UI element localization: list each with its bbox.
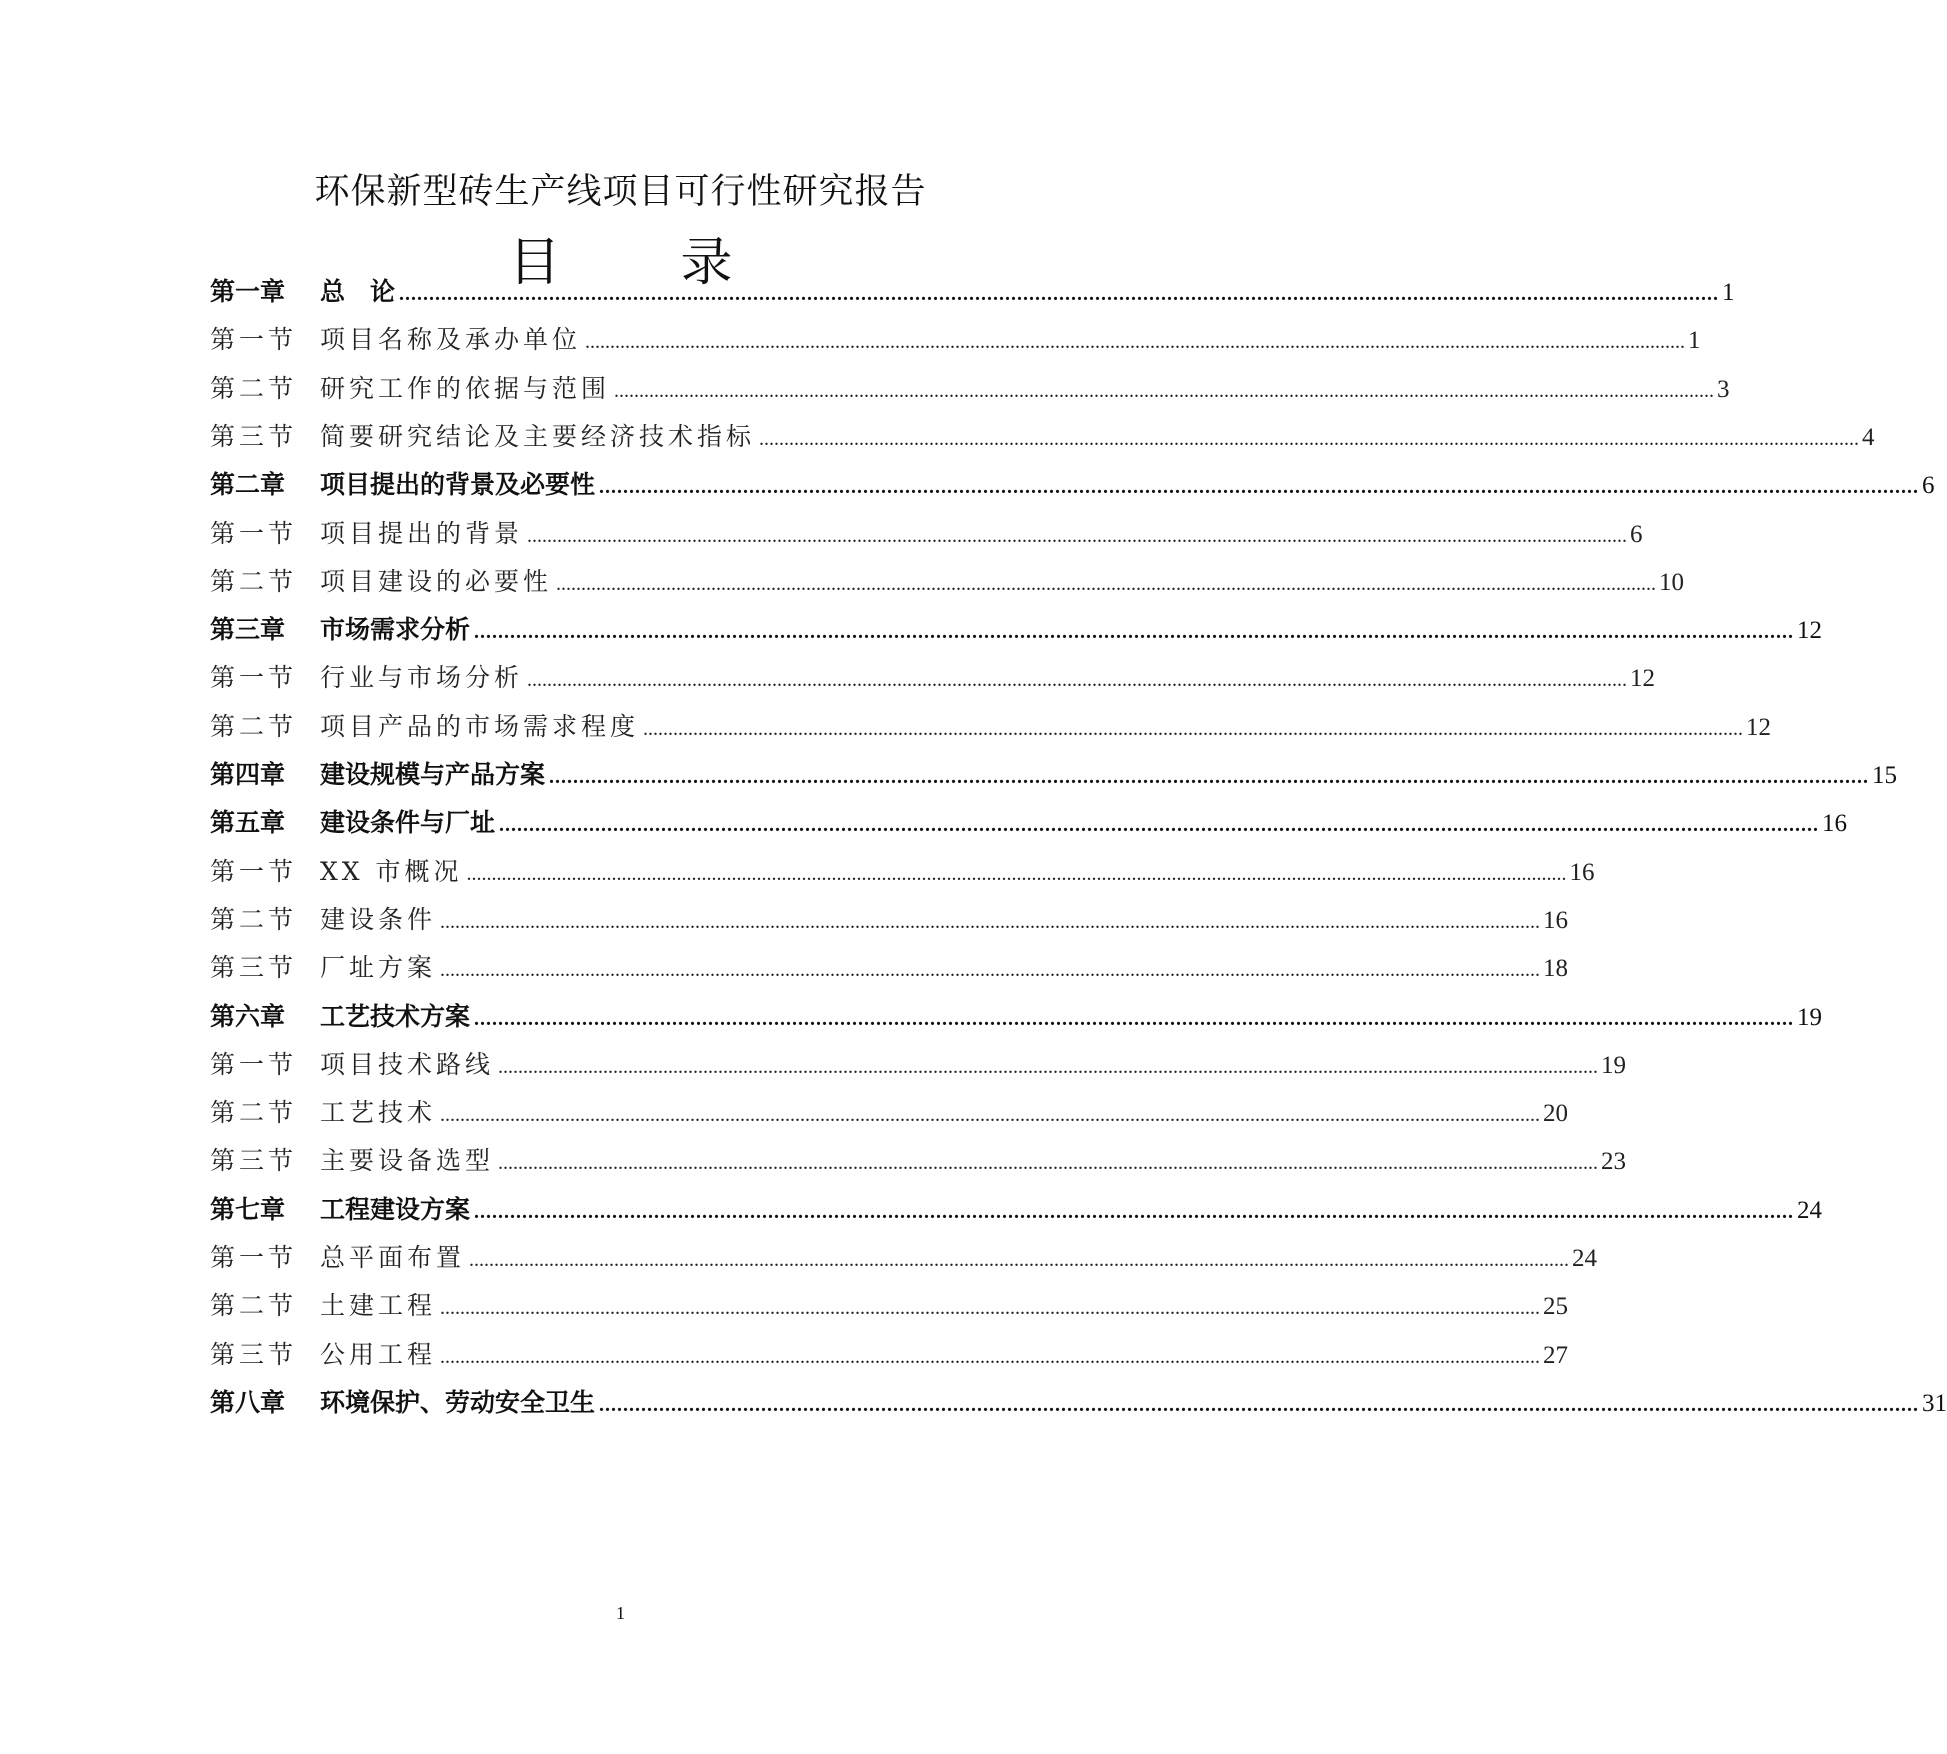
toc-entry-number: 第一节 [210,1243,298,1272]
toc-entry-page: 16 [1822,810,1848,838]
toc-entry-number: 第一节 [210,663,298,693]
toc-entry-page: 24 [1572,1245,1598,1272]
toc-chapter-entry[interactable] [210,465,1935,505]
toc-entry-label: 工艺技术 [320,1098,437,1128]
toc-entry-label: 主要设备选型 [320,1146,495,1176]
toc-entry-page: 1 [1722,279,1735,306]
toc-entry-number: 第二章 [210,470,286,500]
toc-dot-leader: ............................................................................................................................................................................................................................ [643,717,1744,740]
toc-entry-label: 市场需求分析 [320,615,471,645]
toc-dot-leader: ............................................................................................................................................................................................................................ [474,621,1795,644]
toc-entry-number: 第二节 [210,711,298,741]
toc-dot-leader: ............................................................................................................................................................................................................................ [599,1393,1920,1416]
toc-dot-leader: ............................................................................................................................................................................................................................ [440,959,1541,982]
toc-chapter-entry[interactable] [210,997,1823,1037]
toc-dot-leader: ............................................................................................................................................................................................................................ [440,1345,1541,1368]
toc-entry-number: 第一节 [210,518,298,548]
toc-entry-page: 6 [1922,472,1935,500]
toc-entry-page: 18 [1543,955,1569,983]
toc-entry-page: 24 [1797,1196,1823,1224]
toc-entry-page: 23 [1601,1148,1627,1176]
toc-entry-label: 总 论 [320,277,396,306]
toc-entry-page: 3 [1717,375,1730,403]
toc-section-entry[interactable] [210,900,1569,940]
toc-dot-leader: ............................................................................................................................................................................................................................ [440,910,1541,933]
toc-entry-label: 厂址方案 [320,953,437,983]
toc-entry-label: 项目产品的市场需求程度 [320,711,640,741]
toc-entry-label: 工艺技术方案 [320,1001,471,1031]
toc-dot-leader: ............................................................................................................................................................................................................................ [585,331,1686,354]
toc-entry-page: 12 [1630,665,1656,693]
toc-entry-page: 20 [1543,1100,1569,1128]
toc-entry-number: 第八章 [210,1387,286,1417]
toc-section-entry[interactable] [210,658,1656,698]
toc-chapter-entry[interactable] [210,755,1898,795]
toc-entry-number: 第一节 [210,1049,298,1079]
toc-section-entry[interactable] [210,948,1569,988]
toc-entry-number: 第二节 [210,1291,298,1321]
toc-entry-number: 第二节 [210,1098,298,1128]
toc-entry-number: 第七章 [210,1194,286,1224]
toc-entry-page: 10 [1659,568,1685,596]
toc-chapter-entry[interactable] [210,1190,1823,1230]
toc-dot-leader: ............................................................................................................................................................................................................................ [466,862,1567,885]
toc-entry-number: 第三节 [210,421,298,451]
toc-entry-label: 工程建设方案 [320,1194,471,1224]
toc-entry-page: 31 [1922,1389,1947,1417]
toc-entry-number: 第三节 [210,1146,298,1176]
toc-chapter-entry[interactable] [210,610,1823,650]
toc-entry-page: 12 [1746,713,1772,741]
toc-entry-number: 第一章 [210,277,286,306]
toc-dot-leader: ............................................................................................................................................................................................................................ [499,814,1820,837]
toc-dot-leader: ............................................................................................................................................................................................................................ [399,283,1720,305]
toc-dot-leader: ............................................................................................................................................................................................................................ [759,427,1860,450]
toc-section-entry[interactable] [210,514,1643,554]
toc-section-entry[interactable] [210,1238,1598,1278]
document-title: 环保新型砖生产线项目可行性研究报告 [314,172,927,212]
toc-section-entry[interactable] [210,1093,1569,1133]
toc-entry-label: 环境保护、劳动安全卫生 [320,1387,596,1417]
toc-section-entry[interactable] [210,1286,1569,1326]
toc-entry-label: 行业与市场分析 [320,663,524,693]
toc-section-entry[interactable] [210,707,1772,747]
toc-entry-label: 简要研究结论及主要经济技术指标 [320,421,756,451]
toc-dot-leader: ............................................................................................................................................................................................................................ [474,1007,1795,1030]
toc-heading: 目录 [508,233,853,293]
toc-entry-page: 25 [1543,1293,1569,1321]
toc-entry-label: 项目提出的背景 [320,518,524,548]
toc-entry-page: 6 [1630,520,1643,548]
toc-entry-label: 项目技术路线 [320,1049,495,1079]
toc-entry-number: 第五章 [210,808,286,838]
toc-entry-label: 建设规模与产品方案 [320,760,546,789]
toc-entry-page: 16 [1543,906,1569,934]
toc-entry-number: 第二节 [210,373,298,403]
toc-entry-label: 研究工作的依据与范围 [320,373,611,403]
toc-dot-leader: ............................................................................................................................................................................................................................ [556,572,1657,595]
toc-dot-leader: ............................................................................................................................................................................................................................ [549,766,1870,788]
toc-entry-number: 第一节 [210,856,298,886]
toc-section-entry[interactable] [210,417,1875,457]
toc-entry-page: 4 [1862,423,1875,451]
toc-section-entry[interactable] [210,1335,1569,1375]
toc-dot-leader: ............................................................................................................................................................................................................................ [440,1297,1541,1320]
toc-dot-leader: ............................................................................................................................................................................................................................ [614,379,1715,402]
toc-entry-label: 土建工程 [320,1291,437,1321]
toc-entry-page: 27 [1543,1341,1569,1369]
toc-chapter-entry[interactable] [210,803,1848,843]
toc-entry-label: XX 市概况 [320,856,463,886]
page-number: 1 [616,1603,625,1623]
toc-entry-label: 项目建设的必要性 [320,566,553,596]
toc-entry-number: 第六章 [210,1001,286,1031]
toc-entry-label: 项目名称及承办单位 [320,325,582,355]
toc-dot-leader: ............................................................................................................................................................................................................................ [469,1249,1570,1271]
toc-entry-label: 建设条件 [320,904,437,934]
toc-entry-number: 第四章 [210,760,286,789]
toc-section-entry[interactable] [210,369,1730,409]
toc-dot-leader: ............................................................................................................................................................................................................................ [474,1200,1795,1223]
toc-entry-label: 建设条件与厂址 [320,808,496,838]
toc-entry-number: 第二节 [210,566,298,596]
toc-entry-label: 总平面布置 [320,1243,466,1272]
toc-entry-page: 1 [1688,327,1701,355]
toc-entry-page: 16 [1569,858,1595,886]
toc-dot-leader: ............................................................................................................................................................................................................................ [440,1104,1541,1127]
toc-entry-label: 公用工程 [320,1339,437,1369]
toc-chapter-entry[interactable] [210,272,1735,312]
toc-entry-page: 15 [1872,762,1898,789]
toc-section-entry[interactable] [210,562,1685,602]
toc-entry-page: 12 [1797,617,1823,645]
toc-entry-number: 第一节 [210,325,298,355]
toc-entry-page: 19 [1797,1003,1823,1031]
toc-entry-number: 第三节 [210,953,298,983]
toc-dot-leader: ............................................................................................................................................................................................................................ [498,1055,1599,1078]
toc-section-entry[interactable] [210,1141,1627,1181]
toc-chapter-entry[interactable] [210,1383,1947,1423]
toc-entry-page: 19 [1601,1051,1627,1079]
toc-entry-number: 第三章 [210,615,286,645]
toc-dot-leader: ............................................................................................................................................................................................................................ [527,524,1628,547]
toc-section-entry[interactable] [210,1045,1627,1085]
toc-entry-number: 第三节 [210,1339,298,1369]
toc-section-entry[interactable] [210,852,1595,892]
toc-entry-label: 项目提出的背景及必要性 [320,470,596,500]
toc-dot-leader: ............................................................................................................................................................................................................................ [498,1152,1599,1175]
toc-entry-number: 第二节 [210,904,298,934]
toc-section-entry[interactable] [210,320,1701,360]
toc-dot-leader: ............................................................................................................................................................................................................................ [527,669,1628,692]
toc-dot-leader: ............................................................................................................................................................................................................................ [599,476,1920,499]
